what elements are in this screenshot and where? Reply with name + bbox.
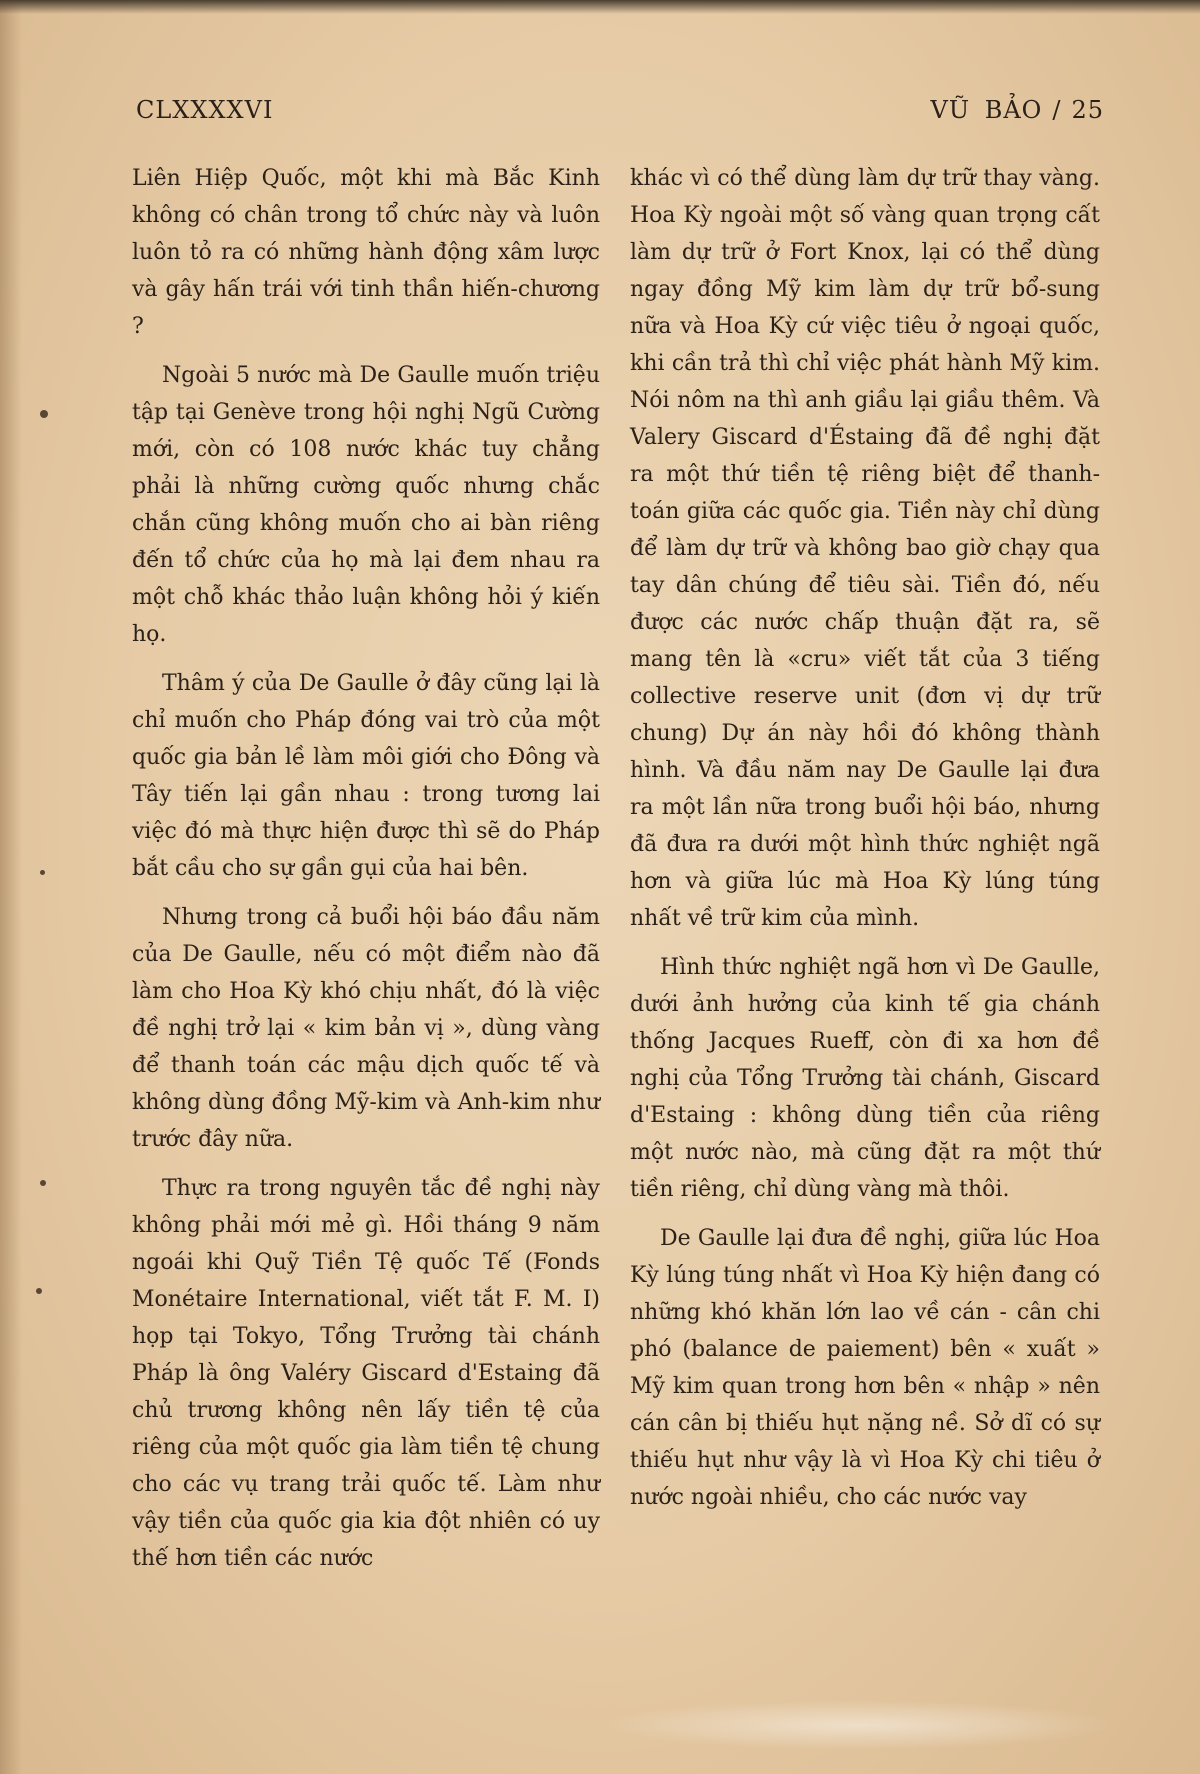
paper-smudge	[600, 1700, 1120, 1750]
paper-speck	[40, 410, 48, 418]
paragraph: Nhưng trong cả buổi hội báo đầu năm của De Gaulle, nếu có một điểm nào đã làm cho Hoa Kỳ khó chịu nhất, đó là việc đề nghị trở lại « kim bản vị », dùng vàng để thanh toán các mậu dịch quốc tế và không dùng đồng Mỹ-kim và Anh-kim như trước đây nữa.	[132, 905, 600, 1152]
page-number: 25	[1071, 96, 1104, 124]
author-name: VŨ BẢO	[930, 96, 1043, 124]
paragraph: Liên Hiệp Quốc, một khi mà Bắc Kinh không có chân trong tổ chức này và luôn luôn tỏ ra có những hành động xâm lược và gây hấn trái với tinh thần hiến-chương ?	[132, 166, 600, 339]
running-header	[136, 96, 1104, 132]
paper-speck	[40, 1180, 46, 1186]
right-column	[630, 160, 1100, 1528]
header-separator: /	[1052, 96, 1062, 124]
paragraph: Hình thức nghiệt ngã hơn vì De Gaulle, dưới ảnh hưởng của kinh tế gia chánh thống Jacques Rueff, còn đi xa hơn đề nghị của Tổng Trưởng tài chánh, Giscard d'Estaing : không dùng tiền của riêng một nước nào, mà cũng đặt ra một thứ tiền riêng, chỉ dùng vàng mà thôi.	[630, 955, 1100, 1202]
author-and-page	[931, 96, 1104, 124]
section-number: CLXXXXVI	[136, 96, 274, 124]
paragraph: Thâm ý của De Gaulle ở đây cũng lại là chỉ muốn cho Pháp đóng vai trò của một quốc gia bản lề làm môi giới cho Đông và Tây tiến lại gần nhau : trong tương lai việc đó mà thực hiện được thì sẽ do Pháp bắt cầu cho sự gần gụi của hai bên.	[132, 671, 600, 881]
paragraph: khác vì có thể dùng làm dự trữ thay vàng. Hoa Kỳ ngoài một số vàng quan trọng cất làm dự trữ ở Fort Knox, lại có thể dùng ngay đồng Mỹ kim làm dự trữ bổ-sung nữa và Hoa Kỳ cứ việc tiêu ở ngoại quốc, khi cần trả thì chỉ việc phát hành Mỹ kim. Nói nôm na thì anh giầu lại giầu thêm. Và Valery Giscard d'Éstaing đã đề nghị đặt ra một thứ tiền tệ riêng biệt để thanh-toán giữa các quốc gia. Tiền này chỉ dùng để làm dự trữ và không bao giờ chạy qua tay dân chúng để tiêu sài. Tiền đó, nếu được các nước chấp thuận đặt ra, sẽ mang tên là «cru» viết tắt của 3 tiếng collective reserve unit (đơn vị dự trữ chung) Dự án này hồi đó không thành hình. Và đầu năm nay De Gaulle lại đưa ra một lần nữa trong buổi hội báo, nhưng đã đưa ra dưới một hình thức nghiệt ngã hơn và giữa lúc mà Hoa Kỳ lúng túng nhất về trữ kim của mình.	[630, 166, 1100, 931]
paragraph: Ngoài 5 nước mà De Gaulle muốn triệu tập tại Genève trong hội nghị Ngũ Cường mới, còn có 108 nước khác tuy chẳng phải là những cường quốc nhưng chắc chắn cũng không muốn cho ai bàn riêng đến tổ chức của họ mà lại đem nhau ra một chỗ khác thảo luận không hỏi ý kiến họ.	[132, 363, 600, 647]
left-column	[132, 160, 600, 1589]
paragraph: Thực ra trong nguyên tắc đề nghị này không phải mới mẻ gì. Hồi tháng 9 năm ngoái khi Quỹ Tiền Tệ quốc Tế (Fonds Monétaire International, viết tắt F. M. I) họp tại Tokyo, Tổng Trưởng tài chánh Pháp là ông Valéry Giscard d'Estaing đã chủ trương không nên lấy tiền tệ của riêng của một quốc gia làm tiền tệ chung cho các vụ trang trải quốc tế. Làm như vậy tiền của quốc gia kia đột nhiên có uy thế hơn tiền các nước	[132, 1176, 600, 1571]
paper-speck	[36, 1288, 42, 1294]
paper-speck	[40, 870, 45, 875]
paragraph: De Gaulle lại đưa đề nghị, giữa lúc Hoa Kỳ lúng túng nhất vì Hoa Kỳ hiện đang có những khó khăn lớn lao về cán - cân chi phó (balance de paiement) bên « xuất » Mỹ kim quan trong hơn bên « nhập » nên cán cân bị thiếu hụt nặng nề. Sở dĩ có sự thiếu hụt như vậy là vì Hoa Kỳ chi tiêu ở nước ngoài nhiều, cho các nước vay	[630, 1226, 1100, 1510]
